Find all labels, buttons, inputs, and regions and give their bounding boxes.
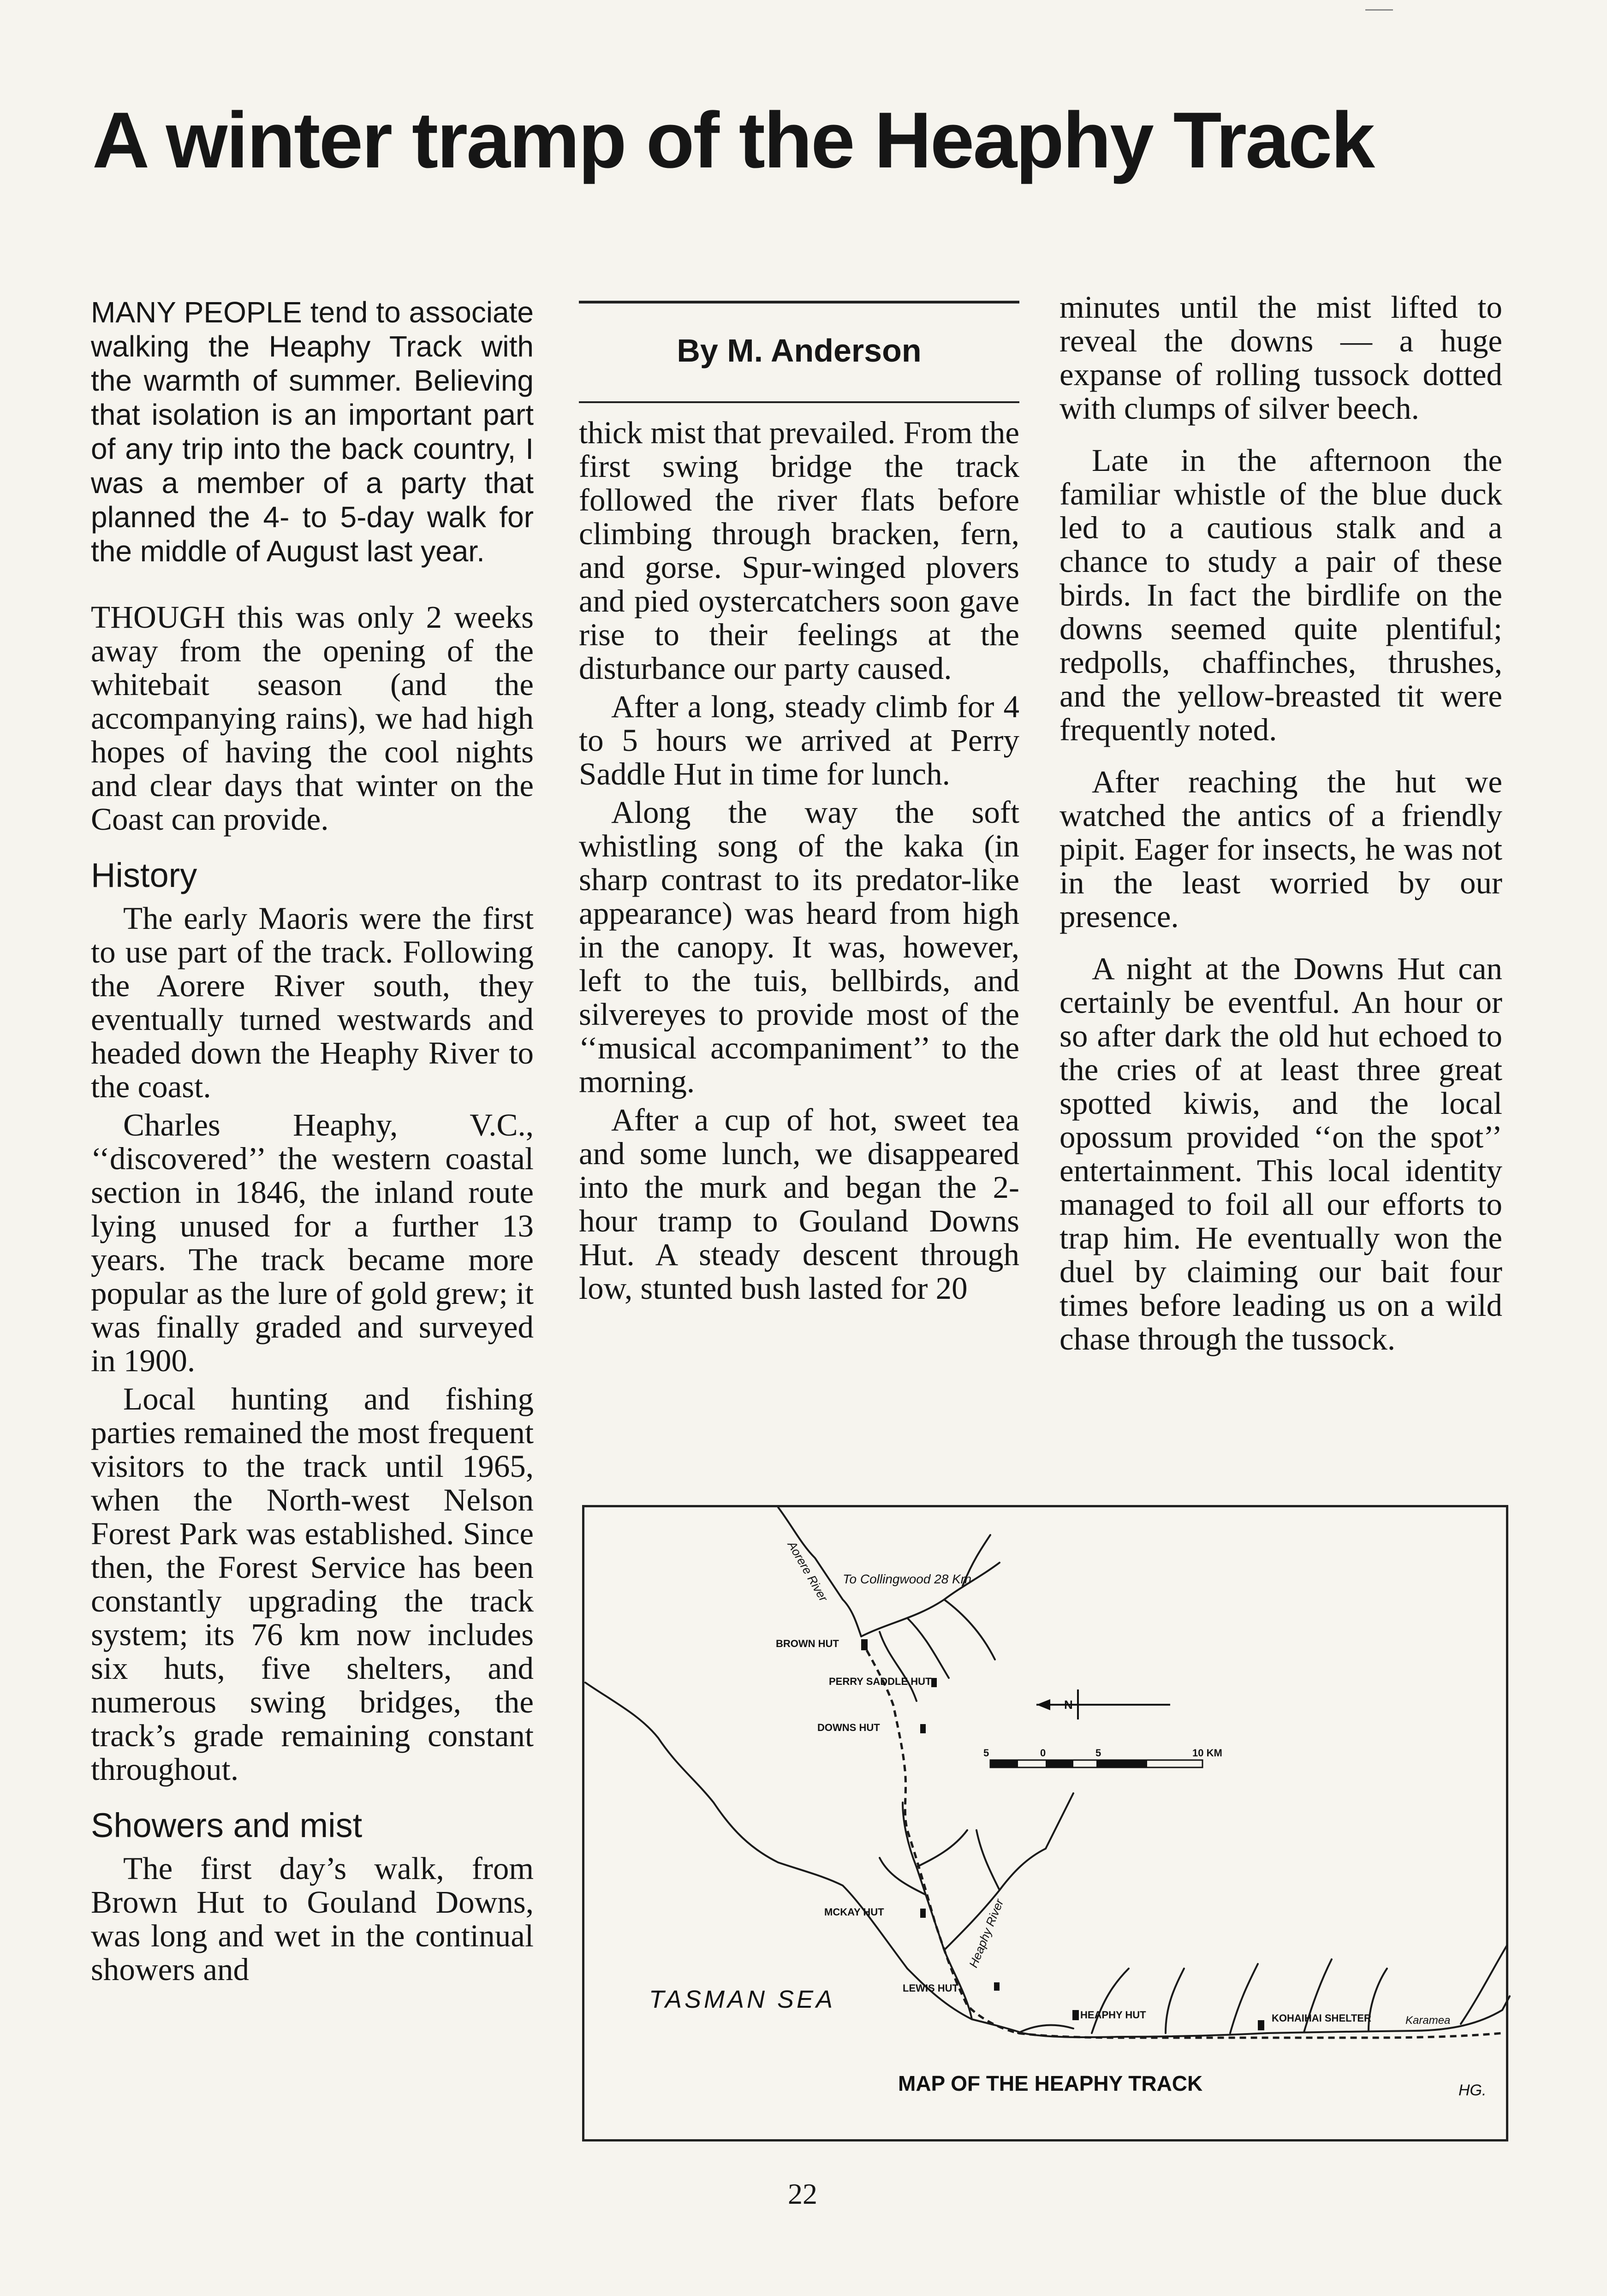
hut-label-mckay: MCKAY HUT: [824, 1906, 884, 1918]
body-paragraph: Along the way the soft whistling song of the kaka (in sharp contrast to its predator-like appearance) was heard from high in the canopy. It was, however, left to the tuis, bellbirds, and silvereyes to provide most of the ‘‘musical accompaniment’’ to the morning.: [579, 795, 1019, 1099]
body-paragraph: After a long, steady climb for 4 to 5 hours we arrived at Perry Saddle Hut in time for lunch.: [579, 689, 1019, 791]
body-paragraph: After reaching the hut we watched the antics of a friendly pipit. Eager for insects, he was not in the least worried by our presence.: [1059, 764, 1502, 934]
river-label-karamea: Karamea: [1405, 2014, 1451, 2027]
hut-label-brown: BROWN HUT: [776, 1638, 839, 1649]
body-paragraph: The first day’s walk, from Brown Hut to Gouland Downs, was long and wet in the continual showers and: [91, 1851, 534, 1987]
hut-label-heaphy: HEAPHY HUT: [1080, 2009, 1146, 2021]
aorere-tributary: [880, 1632, 917, 1701]
intro-paragraph: MANY PEOPLE tend to associate walking the Heaphy Track with the warmth of summer. Believing that isolation is an important part of any trip into the back country, I was a member of a party that planned the 4- to 5-day walk for the middle of August last year.: [91, 296, 534, 568]
body-paragraph: Local hunting and fishing parties remained the most frequent visitors to the track until 1965, when the North-west Nelson Forest Park was established. Since then, the Forest Service has been constantly upgrading the track system; its 76 km now includes six huts, five shelters, and numerous swing bridges, the track’s grade remaining constant throughout.: [91, 1381, 534, 1787]
coastline: [585, 1683, 1510, 2037]
scale-label: 0: [1040, 1747, 1046, 1759]
body-paragraph: After a cup of hot, sweet tea and some lunch, we disappeared into the murk and began the 2-hour tramp to Gouland Downs Hut. A steady descent through low, stunted bush lasted for 20: [579, 1102, 1019, 1306]
body-paragraph: minutes until the mist lifted to reveal the downs — a huge expanse of rolling tussock dotted with clumps of silver beech.: [1059, 290, 1502, 426]
coastal-stream: [1230, 1964, 1258, 2033]
body-paragraph: thick mist that prevailed. From the first swing bridge the track followed the river flats before climbing through bracken, fern, and gorse. Spur-winged plovers and pied oystercatchers soon gave rise to their feelings at the disturbance our party caused.: [579, 415, 1019, 686]
coastal-stream: [1369, 1969, 1387, 2031]
body-paragraph: Late in the afternoon the familiar whistle of the blue duck led to a cautious stalk and a chance to study a pair of these birds. In fact the birdlife on the downs seemed quite plentiful; redpolls, chaffinches, thrushes, and the yellow-breasted tit were frequently noted.: [1059, 443, 1502, 747]
hut-marker: [1072, 2010, 1079, 2020]
river-label-heaphy: Heaphy River: [966, 1897, 1006, 1970]
destination-note: To Collingwood 28 Km: [843, 1572, 972, 1586]
scale-bar-segment: [1096, 1760, 1147, 1767]
heaphy-track-map: [582, 1505, 1508, 2141]
byline: By M. Anderson: [677, 333, 922, 369]
body-paragraph: The early Maoris were the first to use part of the track. Following the Aorere River south, they eventually turned westwards and headed down the Heaphy River to the coast.: [91, 901, 534, 1104]
heaphy-tributary: [1046, 1793, 1073, 1849]
river-label-aorere: Aorere River: [785, 1539, 831, 1604]
hut-marker: [861, 1639, 868, 1650]
page-number: 22: [788, 2177, 817, 2210]
aorere-tributary: [944, 1600, 995, 1660]
coastal-stream: [1092, 1969, 1129, 2033]
body-paragraph: THOUGH this was only 2 weeks away from the opening of the whitebait season (and the accompanying rains), we had high hopes of having the cool nights and clear days that winter on the Coast can provide.: [91, 600, 534, 837]
column-2: [579, 295, 1019, 1308]
scale-bar-segment: [1046, 1760, 1073, 1767]
map-drawing: [584, 1507, 1511, 2144]
scan-mark: [1365, 9, 1393, 11]
article-title: A winter tramp of the Heaphy Track: [92, 96, 1374, 184]
map-caption: MAP OF THE HEAPHY TRACK: [898, 2071, 1203, 2095]
north-label: N: [1064, 1698, 1073, 1712]
hut-marker: [920, 1909, 926, 1918]
column-1: [91, 295, 534, 1989]
heaphy-tributary: [976, 1830, 1000, 1890]
hut-marker: [1258, 2020, 1264, 2030]
body-paragraph: Charles Heaphy, V.C., ‘‘discovered’’ the western coastal section in 1846, the inland route lying unused for a further 13 years. The track became more popular as the lure of gold grew; it was finally graded and surveyed in 1900.: [91, 1107, 534, 1378]
coast-inlet: [1018, 2025, 1073, 2033]
scale-label: 10 KM: [1192, 1747, 1222, 1759]
sea-label: TASMAN SEA: [649, 1986, 836, 2013]
section-heading-history: History: [91, 856, 197, 894]
hut-markers: [861, 1639, 1264, 2030]
scale-label: 5: [1095, 1747, 1101, 1759]
heaphy-tributary: [917, 1830, 967, 1867]
hut-marker: [920, 1724, 926, 1733]
coastal-stream: [1166, 1969, 1184, 2033]
section-heading-showers: Showers and mist: [91, 1806, 363, 1844]
hut-label-perry-saddle: PERRY SADDLE HUT: [829, 1676, 932, 1687]
artist-initials: HG.: [1458, 2082, 1487, 2099]
scale-bar-segment: [990, 1760, 1018, 1767]
aorere-tributary: [907, 1618, 949, 1678]
byline-box: [579, 301, 1019, 403]
column-3: [1059, 291, 1502, 1374]
hut-label-lewis: LEWIS HUT: [903, 1982, 958, 1994]
body-paragraph: A night at the Downs Hut can certainly be eventful. An hour or so after dark the old hut echoed to the cries of at least three great spotted kiwis, and the local opossum provided ‘‘on the spot’’ entertainment. This local identity managed to foil all our efforts to trap him. He eventually won the duel by claiming our bait four times before leading us on a wild chase through the tussock.: [1059, 951, 1502, 1356]
hut-marker: [931, 1678, 937, 1687]
hut-marker: [994, 1982, 1000, 1991]
hut-label-downs: DOWNS HUT: [817, 1722, 880, 1733]
hut-label-kohaihai: KOHAIHAI SHELTER: [1272, 2012, 1371, 2024]
heaphy-track-route: [867, 1650, 1502, 2038]
scale-label: 5: [983, 1747, 989, 1759]
north-arrow-head: [1036, 1699, 1050, 1710]
